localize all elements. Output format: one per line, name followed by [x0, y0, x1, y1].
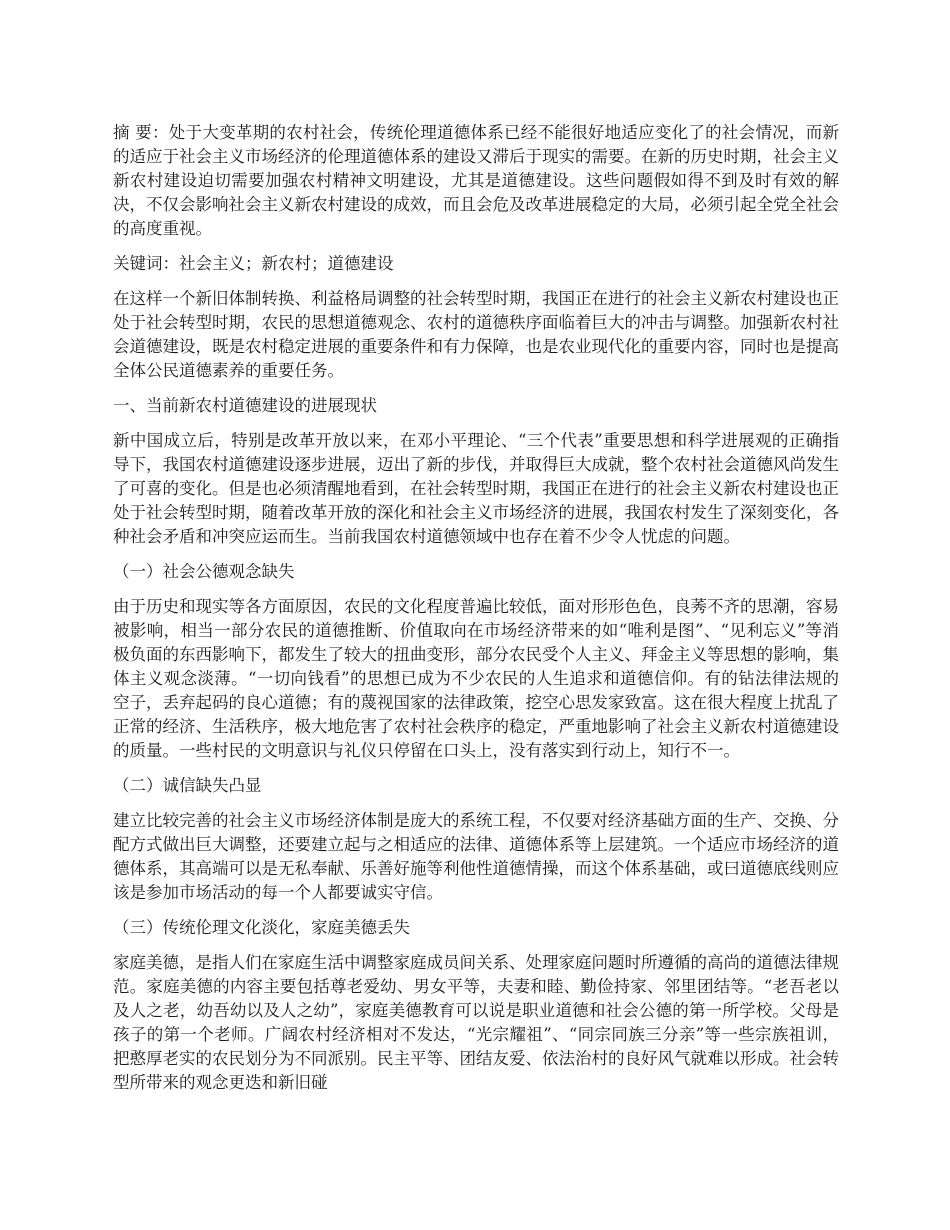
section-heading-1: 一、当前新农村道德建设的进展现状	[113, 396, 377, 415]
section-body-1: 新中国成立后，特别是改革开放以来，在邓小平理论、“三个代表”重要思想和科学进展观的正确指导下，我国农村道德建设逐步进展，迈出了新的步伐，并取得巨大成就，整个农村社会道德风尚发生了可喜的变化。但是也必须清醒地看到，在社会转型时期，我国正在进行的社会主义新农村建设也正处于社会转型时期，随着改革开放的深化和社会主义市场经济的进展，我国农村发生了深刻变化，各种社会矛盾和冲突应运而生。当前我国农村道德领域中也存在着不少令人忧虑的问题。	[113, 431, 839, 546]
subsection-heading-2: （二）诚信缺失凸显	[113, 776, 262, 795]
intro-paragraph: 在这样一个新旧体制转换、利益格局调整的社会转型时期，我国正在进行的社会主义新农村建设也正处于社会转型时期，农民的思想道德观念、农村的道德秩序面临着巨大的冲击与调整。加强新农村社会道德建设，既是农村稳定进展的重要条件和有力保障，也是农业现代化的重要内容，同时也是提高全体公民道德素养的重要任务。	[113, 289, 839, 380]
subsection-heading-1: （一）社会公德观念缺失	[113, 562, 295, 581]
abstract-paragraph: 摘 要：处于大变革期的农村社会，传统伦理道德体系已经不能很好地适应变化了的社会情况，而新的适应于社会主义市场经济的伦理道德体系的建设又滞后于现实的需要。在新的历史时期，社会主义新农村建设迫切需要加强农村精神文明建设，尤其是道德建设。这些问题假如得不到及时有效的解决，不仅会影响社会主义新农村建设的成效，而且会危及改革进展稳定的大局，必须引起全党全社会的高度重视。	[113, 123, 839, 238]
document-page	[113, 121, 839, 1106]
subsection-body-2: 建立比较完善的社会主义市场经济体制是庞大的系统工程，不仅要对经济基础方面的生产、交换、分配方式做出巨大调整，还要建立起与之相适应的法律、道德体系等上层建筑。一个适应市场经济的道德体系，其高端可以是无私奉献、乐善好施等利他性道德情操，而这个体系基础，或曰道德底线则应该是参加市场活动的每一个人都要诚实守信。	[113, 811, 839, 902]
subsection-heading-3: （三）传统伦理文化淡化，家庭美德丢失	[113, 918, 410, 937]
subsection-body-1: 由于历史和现实等各方面原因，农民的文化程度普遍比较低，面对形形色色，良莠不齐的思潮，容易被影响，相当一部分农民的道德推断、价值取向在市场经济带来的如“唯利是图”、“见利忘义”等消极负面的东西影响下，都发生了较大的扭曲变形，部分农民受个人主义、拜金主义等思想的影响，集体主义观念淡薄。“一切向钱看”的思想已成为不少农民的人生追求和道德信仰。有的钻法律法规的空子，丢弃起码的良心道德；有的蔑视国家的法律政策，挖空心思发家致富。这在很大程度上扰乱了正常的经济、生活秩序，极大地危害了农村社会秩序的稳定，严重地影响了社会主义新农村道德建设的质量。一些村民的文明意识与礼仪只停留在口头上，没有落实到行动上，知行不一。	[113, 597, 839, 760]
keywords-line: 关键词：社会主义；新农村；道德建设	[113, 254, 394, 273]
subsection-body-3: 家庭美德，是指人们在家庭生活中调整家庭成员间关系、处理家庭问题时所遵循的高尚的道德法律规范。家庭美德的内容主要包括尊老爱幼、男女平等，夫妻和睦、勤俭持家、邻里团结等。“老吾老以及人之老，幼吾幼以及人之幼”，家庭美德教育可以说是职业道德和社会公德的第一所学校。父母是孩子的第一个老师。广阔农村经济相对不发达，“光宗耀祖”、“同宗同族三分亲”等一些宗族祖训，把憨厚老实的农民划分为不同派别。民主平等、团结友爱、依法治村的良好风气就难以形成。社会转型所带来的观念更迭和新旧碰	[113, 953, 839, 1092]
